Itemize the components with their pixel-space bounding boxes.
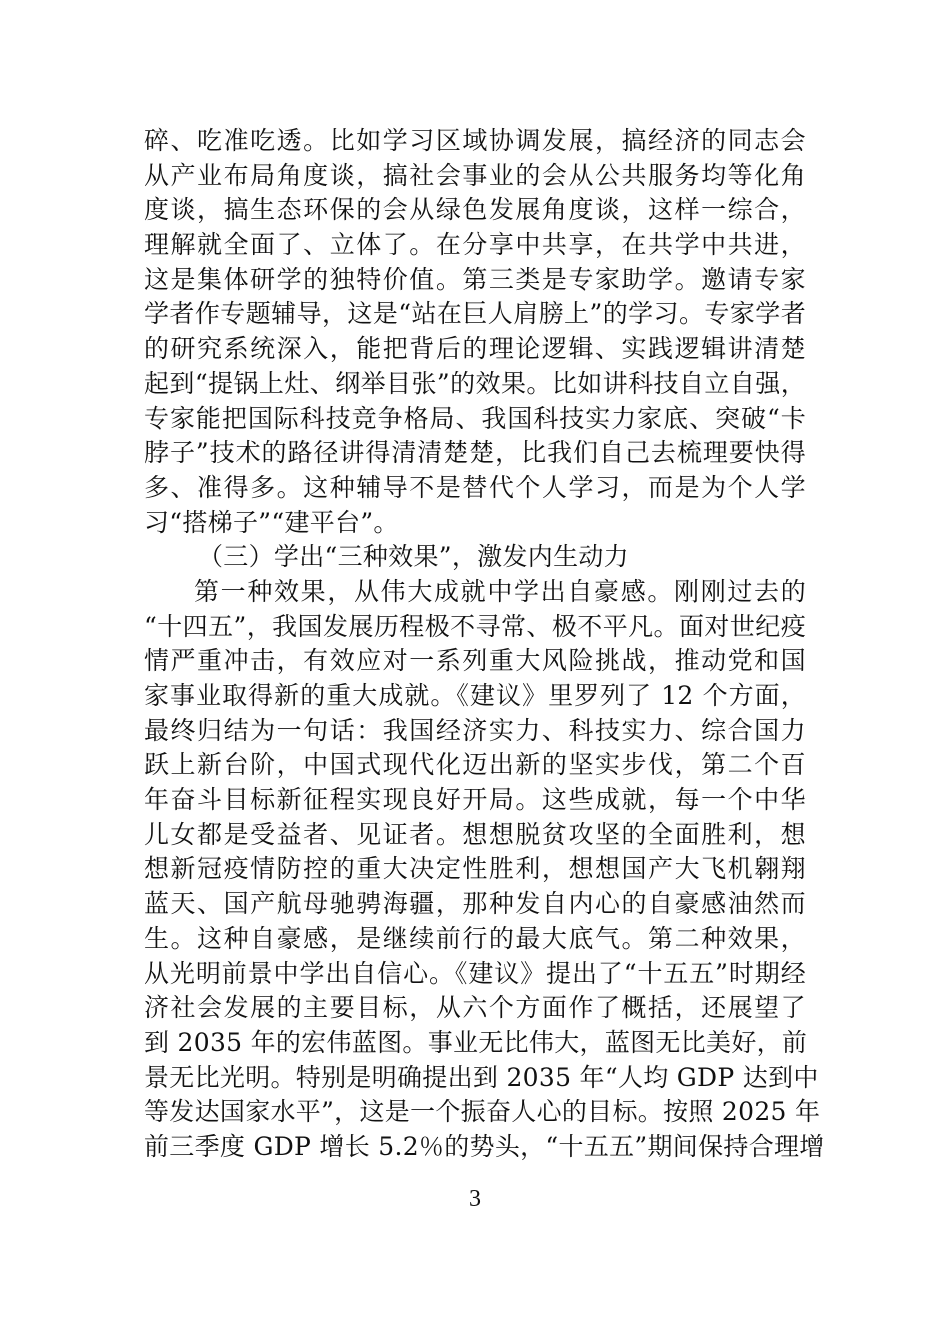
- text-line: 景无比光明。特别是明确提出到 2035 年“人均 GDP 达到中: [144, 1062, 819, 1092]
- text-line: 蓝天、国产航母驰骋海疆，那种发自内心的自豪感油然而: [144, 889, 806, 919]
- text-line: 学者作专题辅导，这是“站在巨人肩膀上”的学习。专家学者: [144, 299, 806, 329]
- text-line: 起到“提锅上灶、纲举目张”的效果。比如讲科技自立自强，: [144, 368, 806, 398]
- text-line: 碎、吃准吃透。比如学习区域协调发展，搞经济的同志会: [144, 126, 806, 155]
- text-line: 习“搭梯子”“建平台”。: [144, 507, 399, 537]
- text-line: 的研究系统深入，能把背后的理论逻辑、实践逻辑讲清楚: [144, 334, 806, 364]
- text-line: 济社会发展的主要目标，从六个方面作了概括，还展望了: [144, 993, 806, 1023]
- text-line: 到 2035 年的宏伟蓝图。事业无比伟大，蓝图无比美好，前: [144, 1027, 808, 1057]
- text-line: 多、准得多。这种辅导不是替代个人学习，而是为个人学: [144, 472, 806, 502]
- text-line: 最终归结为一句话：我国经济实力、科技实力、综合国力: [144, 715, 806, 745]
- text-line: 等发达国家水平”，这是一个振奋人心的目标。按照 2025 年: [144, 1097, 821, 1127]
- text-line: 情严重冲击，有效应对一系列重大风险挑战，推动党和国: [144, 646, 806, 676]
- text-line: 家事业取得新的重大成就。《建议》里罗列了 12 个方面，: [144, 681, 806, 710]
- text-line: 年奋斗目标新征程实现良好开局。这些成就，每一个中华: [144, 785, 806, 815]
- text-line: 生。这种自豪感，是继续前行的最大底气。第二种效果，: [144, 923, 806, 953]
- text-line: 第一种效果，从伟大成就中学出自豪感。刚刚过去的: [194, 576, 806, 606]
- text-line: 儿女都是受益者、见证者。想想脱贫攻坚的全面胜利，想: [144, 819, 806, 849]
- text-line: 想新冠疫情防控的重大决定性胜利，想想国产大飞机翱翔: [144, 854, 806, 884]
- text-line: 专家能把国际科技竞争格局、我国科技实力家底、突破“卡: [144, 403, 806, 433]
- text-line: 这是集体研学的独特价值。第三类是专家助学。邀请专家: [144, 264, 806, 294]
- text-line: 理解就全面了、立体了。在分享中共享，在共学中共进，: [144, 230, 806, 260]
- page-number: 3: [469, 1186, 481, 1212]
- text-line: 脖子”技术的路径讲得清清楚楚，比我们自己去梳理要快得: [144, 438, 806, 468]
- text-line: 度谈，搞生态环保的会从绿色发展角度谈，这样一综合，: [144, 195, 806, 225]
- text-line: 从光明前景中学出自信心。《建议》提出了“十五五”时期经: [144, 958, 806, 988]
- text-line: 前三季度 GDP 增长 5.2％的势头，“十五五”期间保持合理增: [144, 1131, 825, 1161]
- body-text: [144, 124, 825, 1165]
- text-line: 跃上新台阶，中国式现代化迈出新的坚实步伐，第二个百: [144, 750, 806, 780]
- text-line: “十四五”，我国发展历程极不寻常、极不平凡。面对世纪疫: [144, 611, 806, 641]
- text-line: 从产业布局角度谈，搞社会事业的会从公共服务均等化角: [144, 160, 806, 190]
- section-heading: （三）学出“三种效果”，激发内生动力: [198, 542, 629, 572]
